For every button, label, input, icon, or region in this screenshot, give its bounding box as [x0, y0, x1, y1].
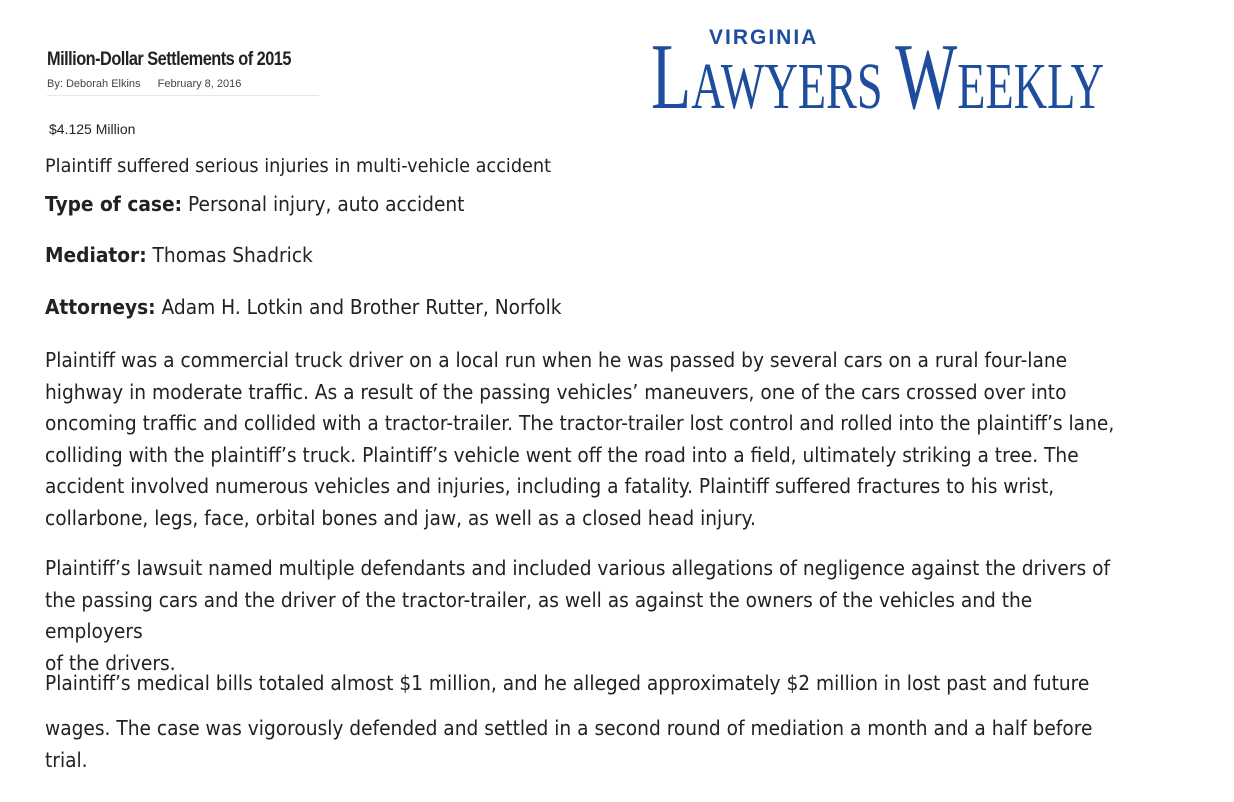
paragraph-line: Plaintiff’s medical bills totaled almost $1 million, and he alleged approximately $2 million in lost past and future: [45, 671, 1090, 695]
article-headline: Million-Dollar Settlements of 2015: [47, 49, 291, 70]
mediator-value: Thomas Shadrick: [146, 243, 313, 267]
lawsuit-paragraph: [45, 553, 1124, 679]
logo-initial-w: W: [895, 25, 958, 129]
publish-date: February 8, 2016: [157, 78, 242, 90]
paragraph-line: oncoming traffic and collided with a tractor-trailer. The tractor-trailer lost control and rolled into the plaintiff’s lane,: [45, 411, 1115, 435]
paragraph-line: of the drivers.: [45, 650, 176, 675]
article-header: [47, 48, 319, 96]
logo-initial-l: L: [651, 25, 692, 129]
type-of-case-value: Personal injury, auto accident: [182, 192, 465, 216]
settlement-amount: $4.125 Million: [49, 121, 136, 137]
paragraph-line: Plaintiff was a commercial truck driver on a local run when he was passed by several cars on a rural four-lane: [45, 348, 1068, 372]
author-byline: By: Deborah Elkins: [47, 78, 141, 90]
attorneys-field: [45, 295, 562, 319]
mediator-label: Mediator:: [45, 243, 147, 267]
paragraph-line: wages. The case was vigorously defended and settled in a second round of mediation a month and a half before: [45, 716, 1093, 740]
virginia-lawyers-weekly-logo: [651, 25, 1211, 129]
attorneys-label: Attorneys:: [45, 295, 156, 319]
paragraph-line: colliding with the plaintiff’s truck. Plaintiff’s vehicle went off the road into a field, ultimately striking a tree. The: [45, 442, 1079, 467]
logo-word-awyers: AWYERS: [691, 50, 883, 123]
case-summary: Plaintiff suffered serious injuries in multi-vehicle accident: [45, 155, 552, 177]
outcome-paragraph: [45, 713, 1124, 776]
medical-bills-paragraph: [45, 668, 1124, 700]
type-of-case-label: Type of case:: [45, 192, 183, 216]
paragraph-line: trial.: [45, 747, 88, 772]
logo-word-eekly: EEKLY: [957, 50, 1105, 123]
paragraph-line: Plaintiff’s lawsuit named multiple defendants and included various allegations of negligence against the drivers of: [45, 556, 1111, 580]
paragraph-line: collarbone, legs, face, orbital bones and jaw, as well as a closed head injury.: [45, 505, 756, 530]
article-byline: [47, 78, 319, 90]
logo-state-name: VIRGINIA: [709, 26, 819, 49]
paragraph-line: highway in moderate traffic. As a result of the passing vehicles’ maneuvers, one of the cars crossed over into: [45, 379, 1067, 404]
facts-paragraph: [45, 345, 1124, 534]
attorneys-value: Adam H. Lotkin and Brother Rutter, Norfolk: [155, 295, 562, 319]
paragraph-line: accident involved numerous vehicles and injuries, including a fatality. Plaintiff suffered fractures to his wrist,: [45, 474, 1055, 498]
paragraph-line: the passing cars and the driver of the tractor-trailer, as well as against the owners of the vehicles and the employers: [45, 587, 1033, 643]
type-of-case-field: [45, 192, 464, 216]
mediator-field: [45, 243, 313, 267]
